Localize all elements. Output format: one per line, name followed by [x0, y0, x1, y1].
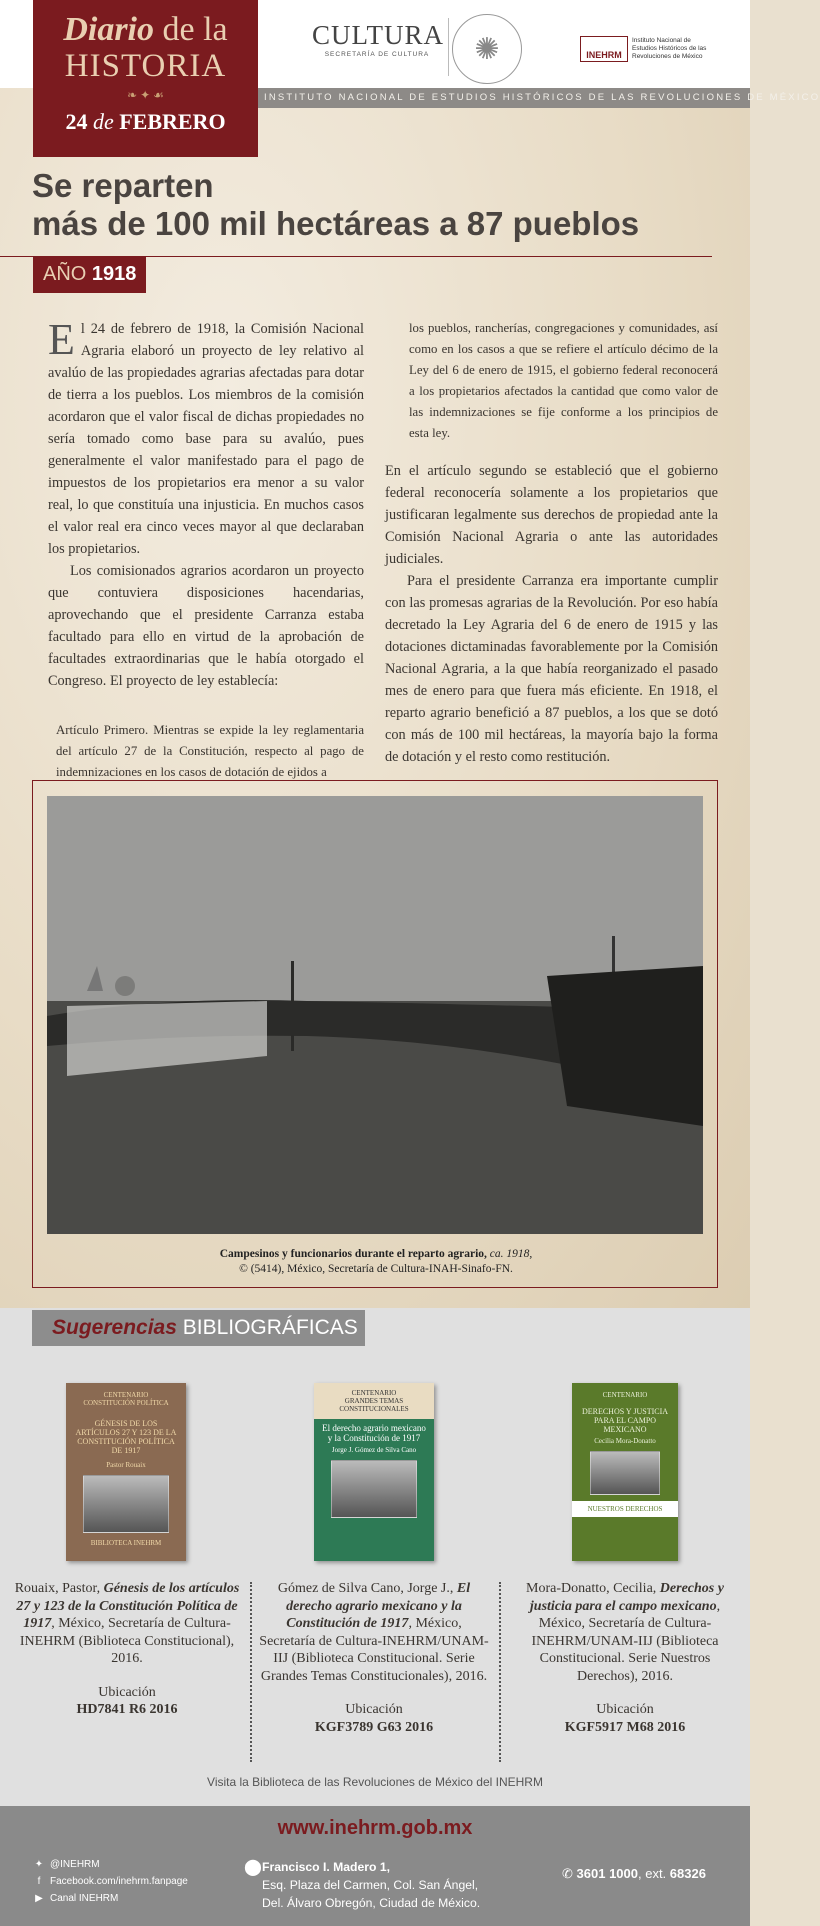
address: ⬤ Francisco I. Madero 1, Esq. Plaza del Carmen, Col. San Ángel, Del. Álvaro Obregón, Ciudad de México.: [244, 1859, 481, 1910]
website-link[interactable]: www.inehrm.gob.mx: [277, 1817, 473, 1839]
headline: Se reparten más de 100 mil hectáreas a 87 pueblos: [32, 167, 640, 242]
social-links: [32, 1856, 192, 1907]
diario-title-block: [33, 0, 258, 157]
article-column-left: [48, 315, 364, 783]
dotted-divider: [499, 1582, 501, 1762]
paragraph: En el artículo segundo se estableció que el gobierno federal reconocería solamente a los propietarios que justificaran legalmente sus derechos de propiedad ante la Comisión Nacional Agraria o ante las autoridades judiciales.: [385, 463, 718, 567]
bibliography-entry: Gómez de Silva Cano, Jorge J., El derecho agrario mexicano y la Constitución de 1917, México, Secretaría de Cultura-INEHRM/UNAM-IIJ (Biblioteca Constitucional. Serie Grandes Temas Constitucionales), 2016. Ubicación KGF3789 G63 2016: [259, 1581, 489, 1735]
phone-icon: ✆: [562, 1866, 573, 1881]
book-cover[interactable]: CENTENARIO DERECHOS Y JUSTICIA PARA EL CAMPO MEXICANO Cecilia Mora-Donatto NUESTROS DERECHOS: [572, 1383, 678, 1561]
facebook-link[interactable]: f Facebook.com/inehrm.fanpage: [32, 1873, 192, 1890]
law-quote: Artículo Primero. Mientras se expide la ley reglamentaria del artículo 27 de la Constitución, respecto al pago de indemnizaciones en los casos de dotación de ejidos a: [56, 723, 364, 779]
visit-library-note: Visita la Biblioteca de las Revoluciones de México del INEHRM: [207, 1775, 543, 1789]
ornament-icon: ❧ ✦ ☙: [127, 88, 164, 102]
bibliography-entry: Mora-Donatto, Cecilia, Derechos y justicia para el campo mexicano, México, Secretaría de Cultura-INEHRM/UNAM-IIJ (Biblioteca Constitucional. Serie Nuestros Derechos), 2016. Ubicación KGF5917 M68 2016: [526, 1581, 724, 1735]
footer: [0, 1806, 750, 1926]
inehrm-logo[interactable]: INEHRM Instituto Nacional de Estudios Históricos de las Revoluciones de México: [580, 36, 710, 64]
drop-cap: E: [48, 315, 75, 364]
diario-line: Diario de la: [63, 11, 228, 48]
date-label: 24 de FEBRERO: [65, 109, 226, 134]
bibliography-entry: Rouaix, Pastor, Génesis de los artículos 27 y 123 de la Constitución Política de 1917, México, Secretaría de Cultura-INEHRM (Biblioteca Constitucional), 2016. Ubicación HD7841 R6 2016: [14, 1581, 240, 1717]
photo-frame: [32, 780, 718, 1288]
cover-image: [590, 1451, 660, 1495]
historical-photo[interactable]: [47, 796, 703, 1234]
historia-word: HISTORIA: [64, 48, 227, 84]
youtube-icon: ▶: [35, 1893, 43, 1904]
book-cover[interactable]: CENTENARIO GRANDES TEMAS CONSTITUCIONALES El derecho agrario mexicano y la Constitución de 1917 Jorge J. Gómez de Silva Cano: [314, 1383, 434, 1561]
suggestions-title: Sugerencias BIBLIOGRÁFICAS: [32, 1310, 365, 1346]
paragraph: Los comisionados agrarios acordaron un proyecto que contuviera disposiciones hacendarias, aprovechando que el presidente Carranza estaba facultado para ello en virtud de la aprobación de facultades extraordinarias que le había otorgado el Congreso. El proyecto de ley establecía:: [48, 563, 364, 689]
paragraph: El 24 de febrero de 1918, la Comisión Nacional Agraria elaboró un proyecto de ley relativo al avalúo de las propiedades agrarias afectadas para dotar de tierra a los pueblos. Los miembros de la comisión acordaron que el valor fiscal de dichas propiedades no sería tomado como base para su avalúo, pues generalmente el valor manifestado para el pago de impuestos de los propietarios era menor a su valor real, lo que constituía una injusticia. En muchos casos el valor real era cinco veces mayor al que declaraban los propietarios.: [48, 315, 364, 557]
paragraph: Para el presidente Carranza era importante cumplir con las promesas agrarias de la Revolución. Por eso había decretado la Ley Agraria del 6 de enero de 1915 y las dotaciones dictaminadas favorablemente por la Comisión Nacional Agraria, a la que había reorganizado el pasado mes de enero para que fuera más eficiente. En 1918, el reparto agrario benefició a 87 pueblos, a los que se dotó con más de 100 mil hectáreas, la mayoría bajo la forma de dotación y el resto como restitución.: [385, 573, 718, 765]
cultura-logo[interactable]: CULTURA SECRETARÍA DE CULTURA: [312, 20, 445, 58]
twitter-icon: ✦: [34, 1859, 44, 1870]
youtube-link[interactable]: ▶ Canal INEHRM: [32, 1890, 192, 1907]
photo-caption: Campesinos y funcionarios durante el reparto agrario, ca. 1918, © (5414), México, Secretaría de Cultura-INAH-Sinafo-FN.: [219, 1248, 533, 1275]
cover-image: [331, 1460, 417, 1518]
logo-divider: [448, 18, 449, 76]
year-badge: AÑO 1918: [33, 257, 146, 293]
twitter-link[interactable]: ✦ @INEHRM: [32, 1856, 192, 1873]
dotted-divider: [250, 1582, 252, 1762]
national-seal-icon: ✺: [452, 14, 522, 84]
law-quote: los pueblos, rancherías, congregaciones y comunidades, así como en los casos a que se refiere el artículo décimo de la Ley del 6 de enero de 1915, el gobierno federal reconocerá a los propietarios afectados la cantidad que como valor de las indemnizaciones se fije conforme a los principios de esta ley.: [409, 321, 718, 440]
phone-number[interactable]: ✆ 3601 1000, ext. 68326: [562, 1866, 706, 1881]
book-cover[interactable]: CENTENARIO CONSTITUCIÓN POLÍTICA GÉNESIS DE LOS ARTÍCULOS 27 Y 123 DE LA CONSTITUCIÓN POLÍTICA DE 1917 Pastor Rouaix BIBLIOTECA INEHRM: [66, 1383, 186, 1561]
cover-image: [83, 1475, 169, 1533]
article-column-right: [385, 318, 718, 768]
location-pin-icon: ⬤: [244, 1859, 262, 1876]
facebook-icon: f: [37, 1876, 41, 1887]
institute-strip: INSTITUTO NACIONAL DE ESTUDIOS HISTÓRICOS DE LAS REVOLUCIONES DE MÉXICO: [258, 88, 750, 108]
